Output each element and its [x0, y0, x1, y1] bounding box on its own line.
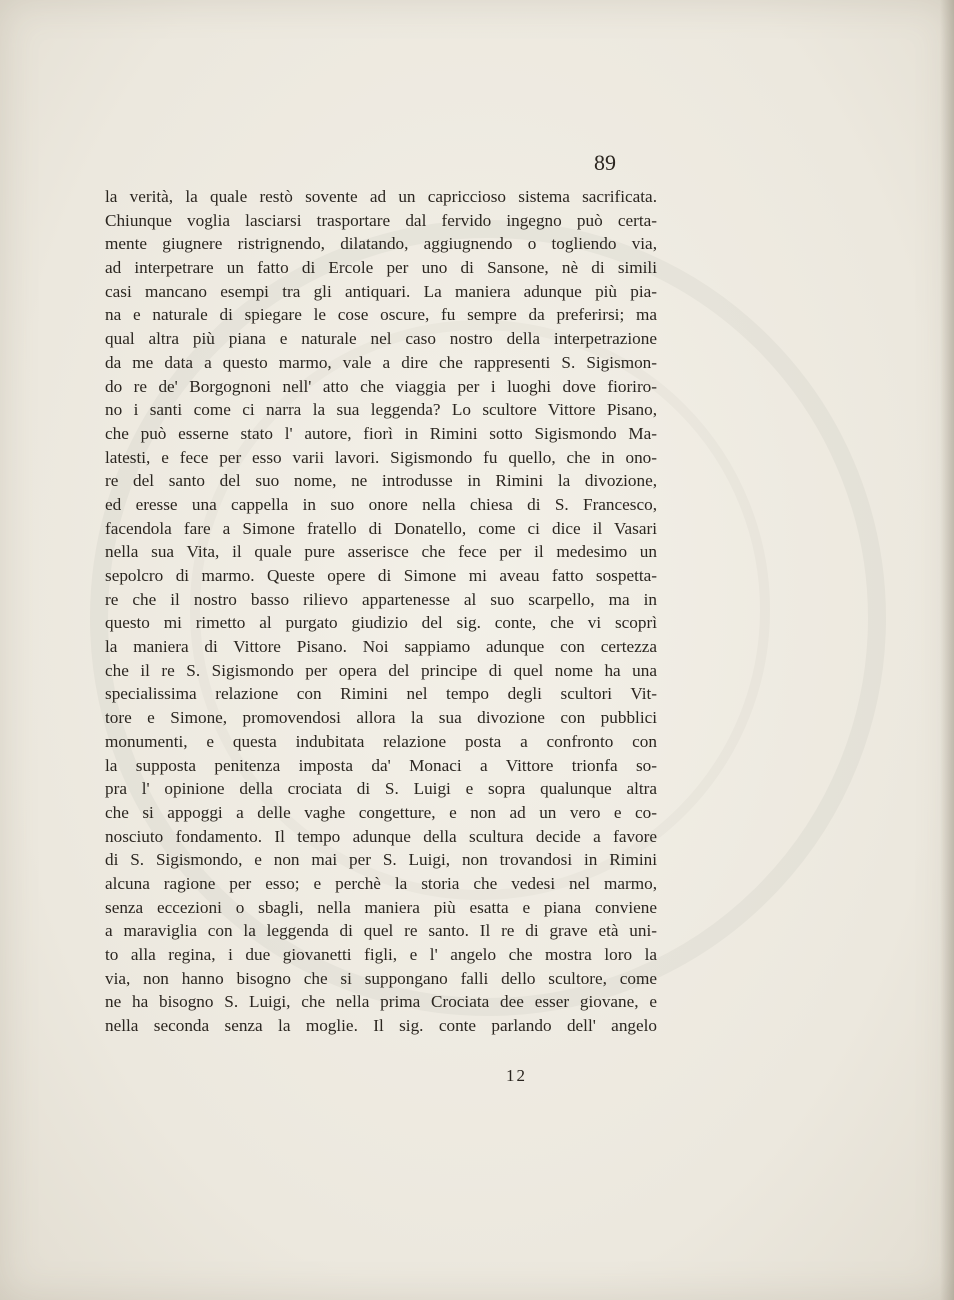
text-line: qual altra più piana e naturale nel caso nostro della interpetrazione [105, 329, 657, 349]
text-line: ad interpetrare un fatto di Ercole per uno di Sansone, nè di simili [105, 258, 657, 278]
text-line: da me data a questo marmo, vale a dire che rappresenti S. Sigismon- [105, 352, 657, 372]
text-line: Chiunque voglia lasciarsi trasportare dal fervido ingegno può certa- [105, 210, 657, 230]
signature-mark: 12 [506, 1066, 527, 1085]
text-line: la maniera di Vittore Pisano. Noi sappiamo adunque con certezza [105, 637, 657, 657]
text-line: mente giugnere ristrignendo, dilatando, aggiugnendo o togliendo via, [105, 234, 657, 254]
text-line: nella sua Vita, il quale pure asserisce che fece per il medesimo un [105, 542, 657, 562]
text-line: sepolcro di marmo. Queste opere di Simone mi aveau fatto sospetta- [105, 566, 657, 585]
text-line: na e naturale di spiegare le cose oscure, fu sempre da preferirsi; ma [105, 305, 657, 325]
text-line: che si appoggi a delle vaghe congetture, e non ad un vero e co- [105, 802, 657, 822]
text-line: re del santo del suo nome, ne introdusse in Rimini la divozione, [105, 471, 657, 491]
body-text [105, 185, 657, 1038]
text-line: che può esserne stato l' autore, fiorì in Rimini sotto Sigismondo Ma- [105, 423, 657, 443]
text-line: alcuna ragione per esso; e perchè la storia che vedesi nel marmo, [105, 873, 657, 893]
page-edge-shadow [940, 0, 954, 1300]
text-line: di S. Sigismondo, e non mai per S. Luigi, non trovandosi in Rimini [105, 850, 657, 870]
text-line: specialissima relazione con Rimini nel tempo degli scultori Vit- [105, 684, 657, 704]
text-line: senza eccezioni o sbagli, nella maniera più esatta e piana conviene [105, 897, 657, 917]
text-line: questo mi rimetto al purgato giudizio del sig. conte, che vi scoprì [105, 613, 657, 633]
text-line: nosciuto fondamento. Il tempo adunque della scultura decide a favore [105, 826, 657, 846]
text-line: do re de' Borgognoni nell' atto che viaggia per i luoghi dove fioriro- [105, 376, 657, 396]
text-line: to alla regina, i due giovanetti figli, e l' angelo che mostra loro la [105, 945, 657, 964]
text-line: no i santi come ci narra la sua leggenda? Lo scultore Vittore Pisano, [105, 400, 657, 420]
page-number: 89 [594, 150, 616, 175]
text-line: via, non hanno bisogno che si suppongano falli dello scultore, come [105, 968, 657, 988]
text-line: la supposta penitenza imposta da' Monaci a Vittore trionfa so- [105, 755, 657, 775]
text-line: re che il nostro basso rilievo appartenesse al suo scarpello, ma in [105, 589, 657, 609]
text-line: che il re S. Sigismondo per opera del principe di quel nome ha una [105, 660, 657, 680]
text-line: pra l' opinione della crociata di S. Luigi e sopra qualunque altra [105, 779, 657, 799]
text-line: ne ha bisogno S. Luigi, che nella prima Crociata dee esser giovane, e [105, 992, 657, 1012]
text-line: a maraviglia con la leggenda di quel re santo. Il re di grave età uni- [105, 921, 657, 941]
text-line: tore e Simone, promovendosi allora la sua divozione con pubblici [105, 708, 657, 728]
text-line: latesti, e fece per esso varii lavori. Sigismondo fu quello, che in ono- [105, 447, 657, 467]
text-line: casi mancano esempi tra gli antiquari. La maniera adunque più pia- [105, 281, 657, 301]
text-line: monumenti, e questa indubitata relazione posta a confronto con [105, 731, 657, 751]
text-line: la verità, la quale restò sovente ad un capriccioso sistema sacrificata. [105, 187, 657, 206]
text-line: nella seconda senza la moglie. Il sig. conte parlando dell' angelo [105, 1016, 657, 1036]
text-line: facendola fare a Simone fratello di Donatello, come ci dice il Vasari [105, 518, 657, 538]
text-line: ed eresse una cappella in suo onore nella chiesa di S. Francesco, [105, 494, 657, 514]
